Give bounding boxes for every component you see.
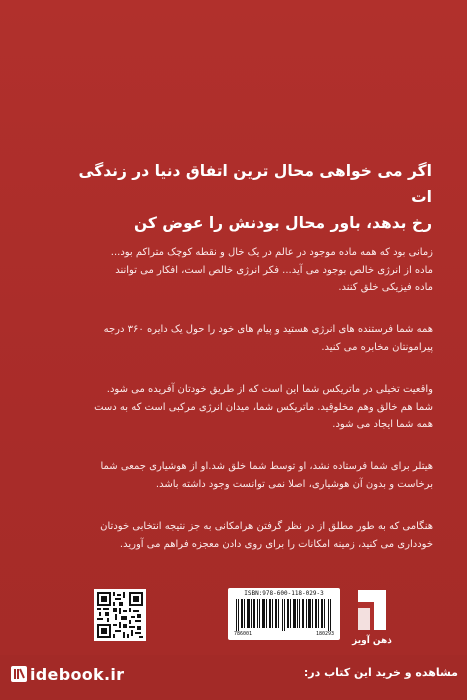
barcode-digits [234,631,334,637]
blurb-line: ماده فیزیکی خلق کنند. [338,282,433,293]
blurb-line: همه شما ایجاد می شود. [332,419,433,430]
blurb-line: برخاست و بدون آن هوشیاری، اصلا نمی توانست وجود داشته باشد. [155,478,433,490]
watermark-site-text: idebook.ir [30,664,125,684]
blurb-line: ماده از انرژی خالص بوجود می آید... فکر انرژی خالص است، افکار می توانند [115,264,433,276]
isbn-number: ISBN:978-600-118-029-3 [244,590,324,597]
barcode-digits-right: 180293 [315,631,334,637]
cover-headline [60,158,432,236]
watermark-site[interactable] [8,662,124,686]
blurb-line: هیتلر برای شما فرستاده نشد، او توسط شما خلق شد.او از هوشیاری جمعی شما [100,461,433,472]
book-icon [8,663,30,685]
blurb-line: پیرامونتان مخابره می کنید. [321,341,433,353]
watermark-banner: مشاهده و خرید این کتاب در: [303,666,458,679]
blurb-paragraph [86,518,433,553]
blurb-paragraph [86,458,433,493]
blurb-line: واقعیت تخیلی در ماتریکس شما این است که از طریق خودتان آفریده می شود. [106,384,433,395]
publisher-logo-icon [352,584,392,636]
blurb-line: همه شما فرستنده های انرژی هستید و پیام های خود را حول یک دایره ۳۶۰ درجه [103,324,433,335]
blurb-paragraph [86,321,433,356]
barcode-icon [236,599,332,631]
publisher-name: ذهن آویز [352,636,392,646]
qr-code-icon[interactable] [94,589,146,641]
blurb-line: شما هم خالق وهم مخلوقید. ماتریکس شما، میدان انرژی مرکبی است که به دست [94,401,433,413]
blurb-paragraph [86,244,433,297]
headline-line: رخ بدهد، باور محال بودنش را عوض کن [133,214,432,232]
barcode-digits-left: 786001 [234,631,253,637]
blurb-line: زمانی بود که همه ماده موجود در عالم در یک خال و نقطه کوچک متراکم بود... [110,247,433,258]
isbn-barcode [228,588,340,640]
blurb-line: خودداری می کنید، زمینه امکانات را برای روی دادن معجزه فراهم می آورید. [119,538,433,550]
headline-line: اگر می خواهی محال ترین اتفاق دنیا در زندگی ات [78,162,432,206]
blurb-line: هنگامی که به طور مطلق از در نظر گرفتن هرامکانی به جز نتیجه انتخابی خودتان [100,521,433,532]
blurb-paragraph [86,381,433,434]
